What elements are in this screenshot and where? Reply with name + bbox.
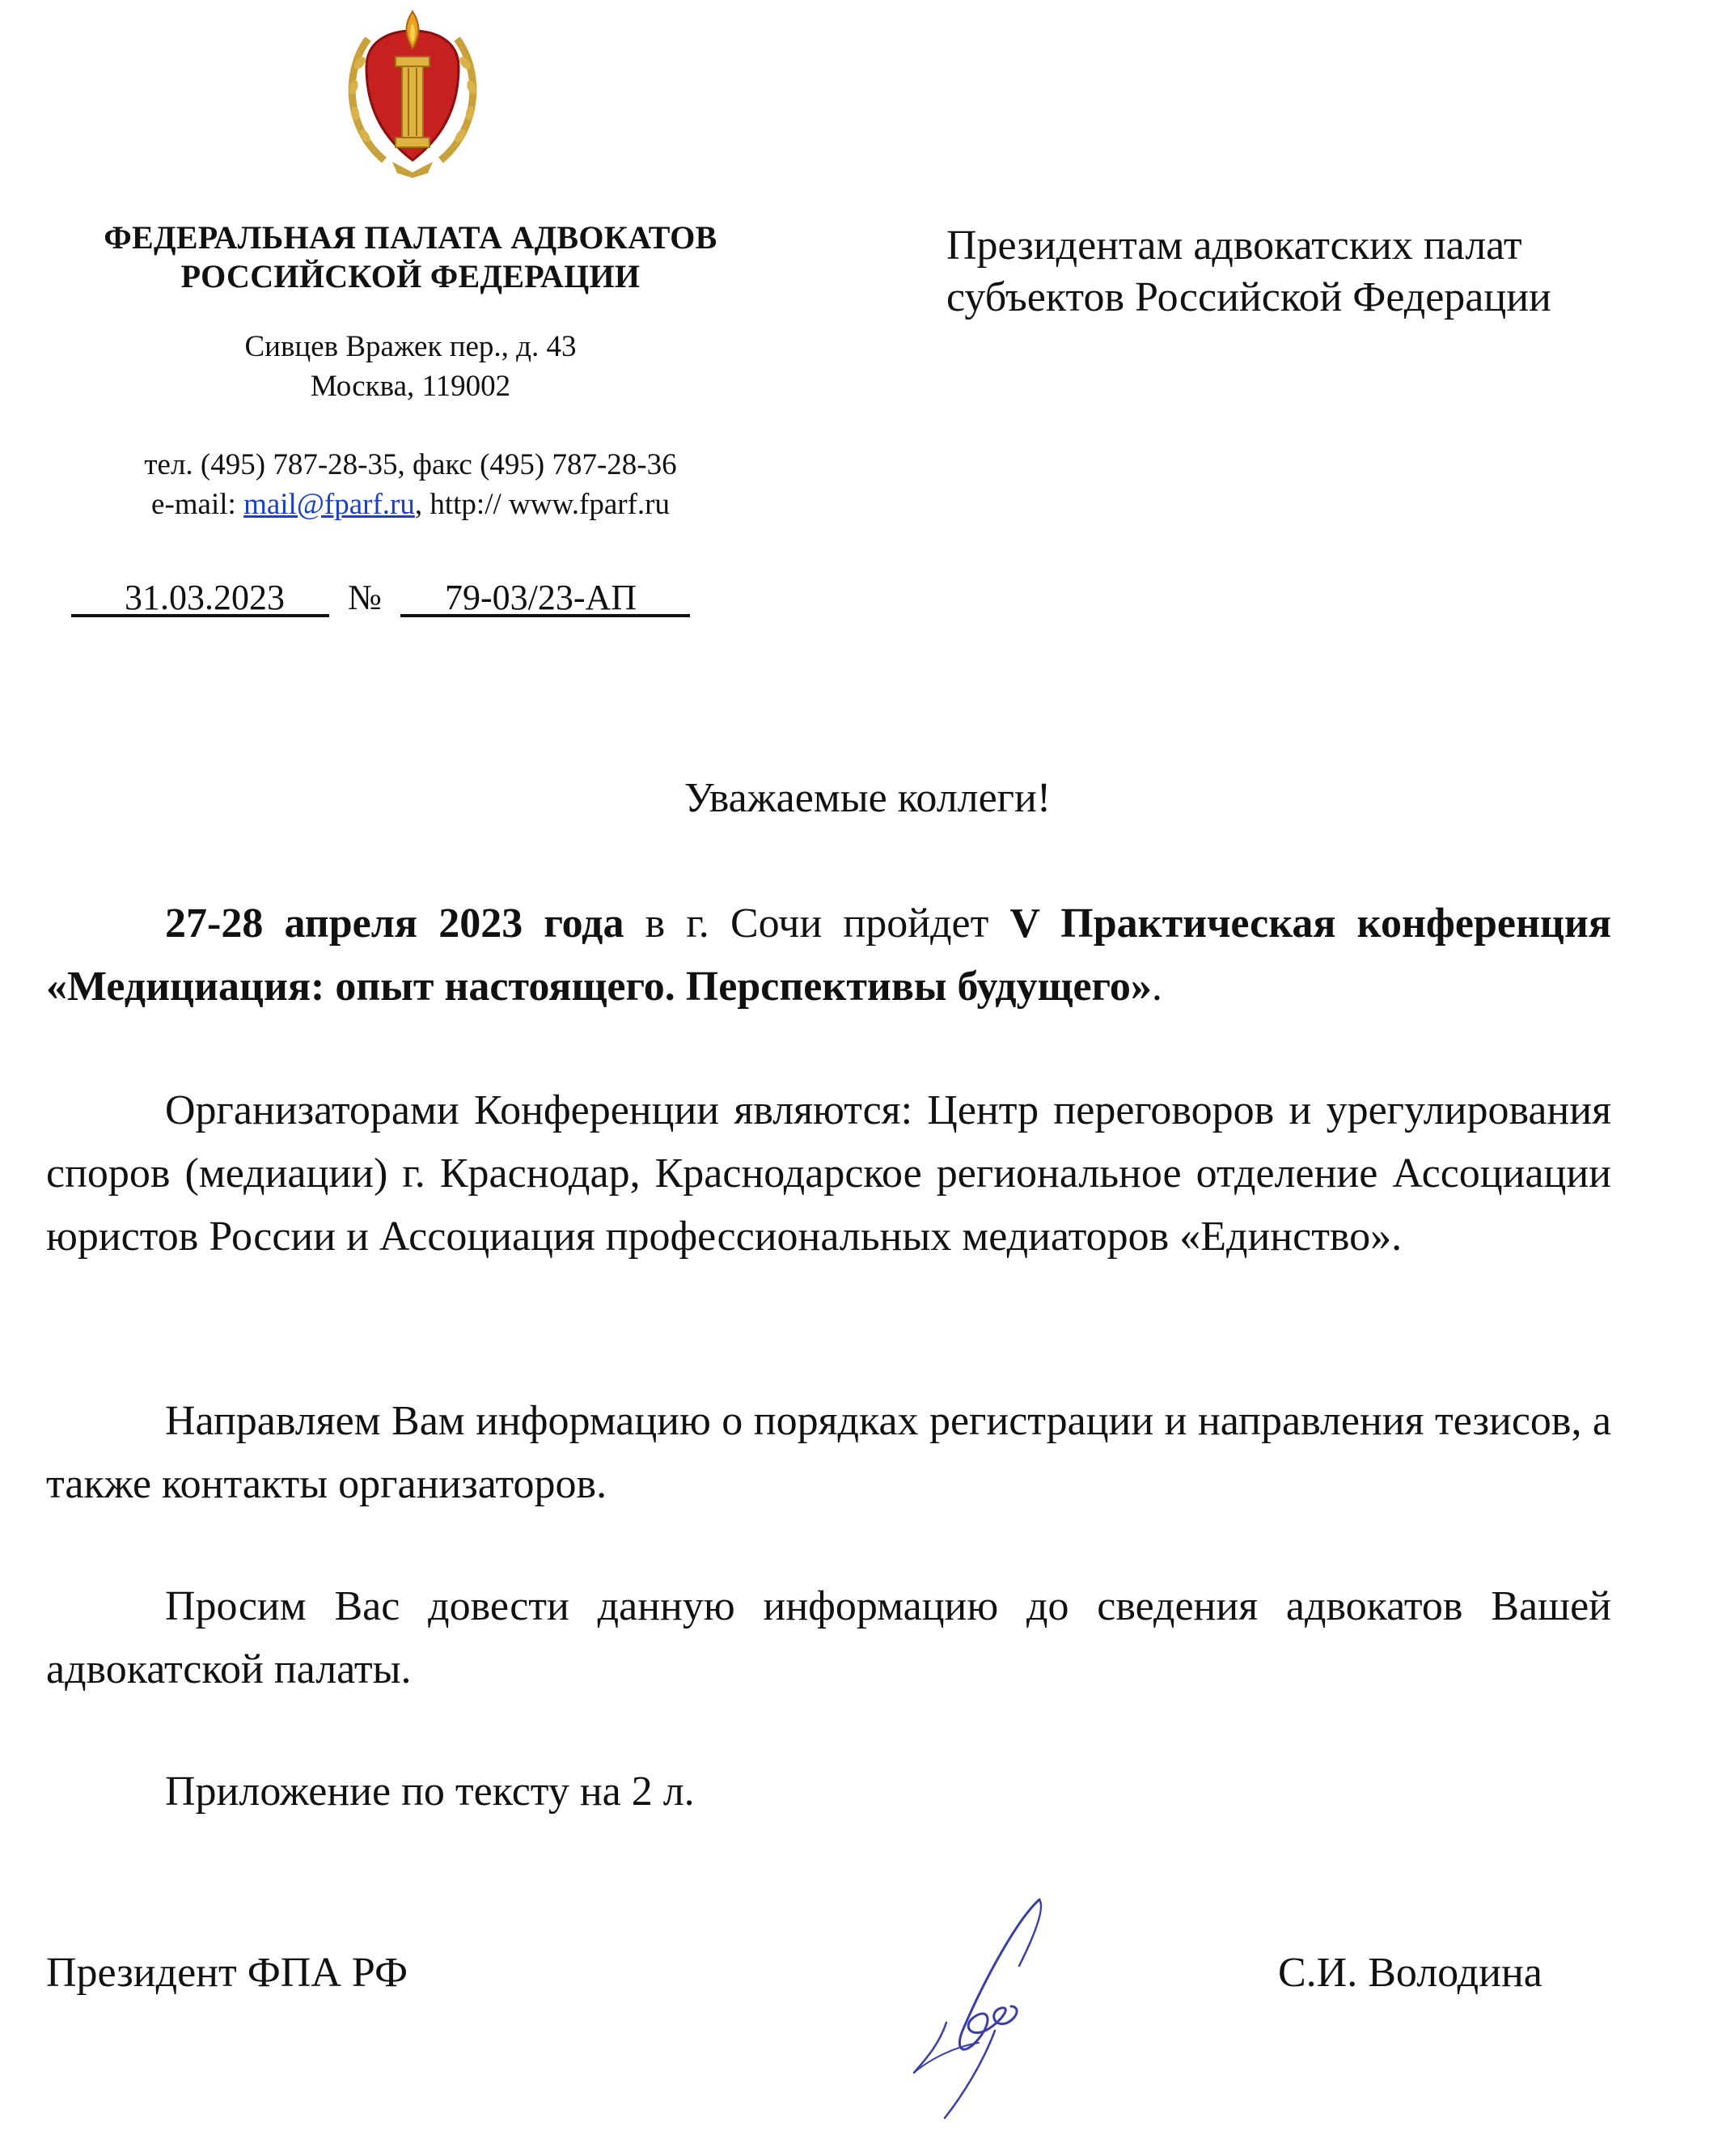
organization-contacts — [32, 445, 789, 524]
event-date: 27-28 апреля 2023 года — [165, 900, 624, 947]
org-name-line1: ФЕДЕРАЛЬНАЯ ПАЛАТА АДВОКАТОВ — [104, 219, 717, 256]
fpa-emblem-icon — [336, 6, 489, 180]
salutation: Уважаемые коллеги! — [683, 775, 1052, 821]
number-field — [400, 578, 690, 617]
signatory-title: Президент ФПА РФ — [46, 1950, 408, 1996]
document-date: 31.03.2023 — [125, 578, 285, 617]
website-text: , http:// www.fparf.ru — [414, 488, 670, 521]
number-sign: № — [348, 578, 382, 617]
paragraph-information: Направляем Вам информацию о порядках регистрации и направления тезисов, а также контакты организаторов. — [46, 1398, 1611, 1507]
addressee — [946, 220, 1707, 324]
announcement-end: . — [1151, 964, 1162, 1010]
addressee-line1: Президентам адвокатских палат — [946, 222, 1522, 269]
handwritten-signature-icon — [898, 1885, 1068, 2128]
address-line1: Сивцев Вражек пер., д. 43 — [244, 330, 577, 363]
email-link[interactable]: mail@fparf.ru — [243, 488, 415, 521]
addressee-line2: субъектов Российской Федерации — [946, 274, 1551, 320]
document-reference — [71, 576, 799, 620]
paragraph-attachment: Приложение по тексту на 2 л. — [165, 1768, 695, 1815]
org-name-line2: РОССИЙСКОЙ ФЕДЕРАЦИИ — [180, 258, 641, 294]
organization-address — [32, 327, 789, 406]
email-line — [32, 485, 789, 524]
paragraph-announcement — [46, 892, 1611, 1019]
event-title: V Практическая конференция «Медициация: опыт настоящего. Перспективы будущего» — [46, 900, 1611, 1010]
signatory-name: С.И. Володина — [1278, 1950, 1542, 1996]
address-line2: Москва, 119002 — [310, 370, 511, 403]
date-field — [71, 578, 329, 617]
email-prefix: e-mail: — [151, 488, 244, 521]
paragraph-request: Просим Вас довести данную информацию до сведения адвокатов Вашей адвокатской палаты. — [46, 1583, 1611, 1692]
paragraph-organizers: Организаторами Конференции являются: Центр переговоров и урегулирования споров (медиации) г. Краснодар, Краснодарское региональное отделение Ассоциации юристов России и Ассоциация профессиональных медиаторов «Единство». — [46, 1087, 1611, 1260]
document-number: 79-03/23-АП — [444, 578, 637, 617]
event-location: в г. Сочи пройдет — [624, 900, 1010, 947]
organization-name — [32, 218, 789, 296]
organization-block — [32, 218, 789, 524]
phone-line: тел. (495) 787-28-35, факс (495) 787-28-36 — [144, 448, 677, 481]
